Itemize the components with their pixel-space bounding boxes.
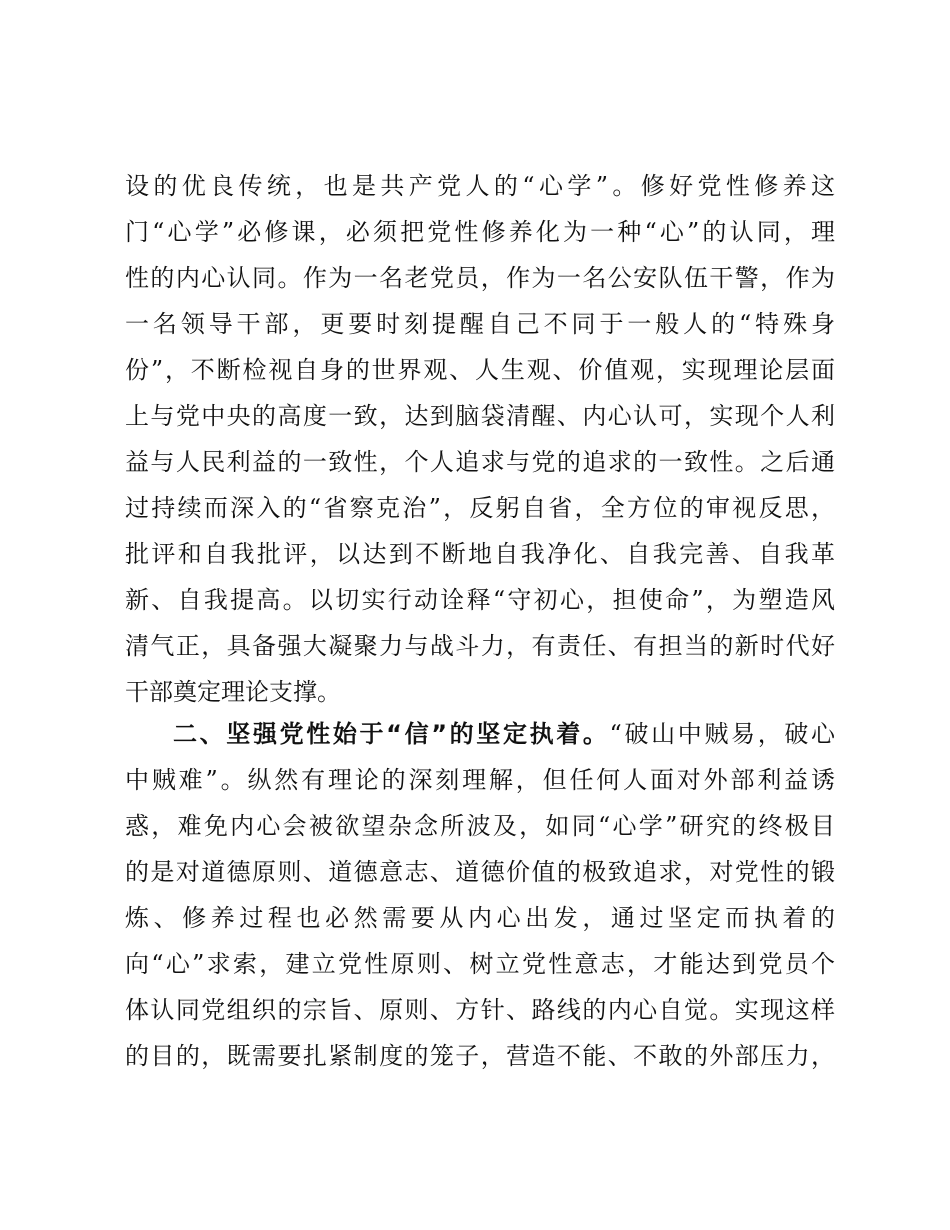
paragraph-2-line-2: 中贼难”。纵然有理论的深刻理解，但任何人面对外部利益诱 <box>125 766 835 794</box>
paragraph-2-line-1-rest: “破山中贼易，破心 <box>609 720 835 748</box>
section-heading: 二、坚强党性始于“信”的坚定执着。 <box>173 720 610 748</box>
paragraph-1-line-8: 过持续而深入的“省察克治”，反躬自省，全方位的审视反思， <box>125 494 835 522</box>
paragraph-1-line-4: 一名领导干部，更要时刻提醒自己不同于一般人的“特殊身 <box>125 310 835 338</box>
paragraph-1-line-7: 益与人民利益的一致性，个人追求与党的追求的一致性。之后通 <box>125 448 835 476</box>
paragraph-2-line-1 <box>173 711 835 757</box>
paragraph-1-line-9: 批评和自我批评，以达到不断地自我净化、自我完善、自我革 <box>125 540 835 568</box>
paragraph-1-line-10: 新、自我提高。以切实行动诠释“守初心，担使命”，为塑造风 <box>125 586 835 614</box>
paragraph-1-line-1: 设的优良传统，也是共产党人的“心学”。修好党性修养这 <box>125 172 835 200</box>
paragraph-2-line-6: 向“心”求索，建立党性原则、树立党性意志，才能达到党员个 <box>125 950 835 978</box>
paragraph-1-line-11: 清气正，具备强大凝聚力与战斗力，有责任、有担当的新时代好 <box>125 632 835 660</box>
paragraph-1-line-3: 性的内心认同。作为一名老党员，作为一名公安队伍干警，作为 <box>125 264 835 292</box>
paragraph-2-line-3: 惑，难免内心会被欲望杂念所波及，如同“心学”研究的终极目 <box>125 812 835 840</box>
paragraph-1-line-12: 干部奠定理论支撑。 <box>125 678 341 706</box>
paragraph-1-line-2: 门“心学”必修课，必须把党性修养化为一种“心”的认同，理 <box>125 218 835 246</box>
paragraph-2-line-4: 的是对道德原则、道德意志、道德价值的极致追求，对党性的锻 <box>125 858 835 886</box>
paragraph-2-line-5: 炼、修养过程也必然需要从内心出发，通过坚定而执着的 <box>125 904 835 932</box>
paragraph-2-line-7: 体认同党组织的宗旨、原则、方针、路线的内心自觉。实现这样 <box>125 996 835 1024</box>
paragraph-1-line-6: 上与党中央的高度一致，达到脑袋清醒、内心认可，实现个人利 <box>125 402 835 430</box>
paragraph-1-line-5: 份”，不断检视自身的世界观、人生观、价值观，实现理论层面 <box>125 356 835 384</box>
paragraph-2-line-8: 的目的，既需要扎紧制度的笼子，营造不能、不敢的外部压力， <box>125 1042 835 1070</box>
